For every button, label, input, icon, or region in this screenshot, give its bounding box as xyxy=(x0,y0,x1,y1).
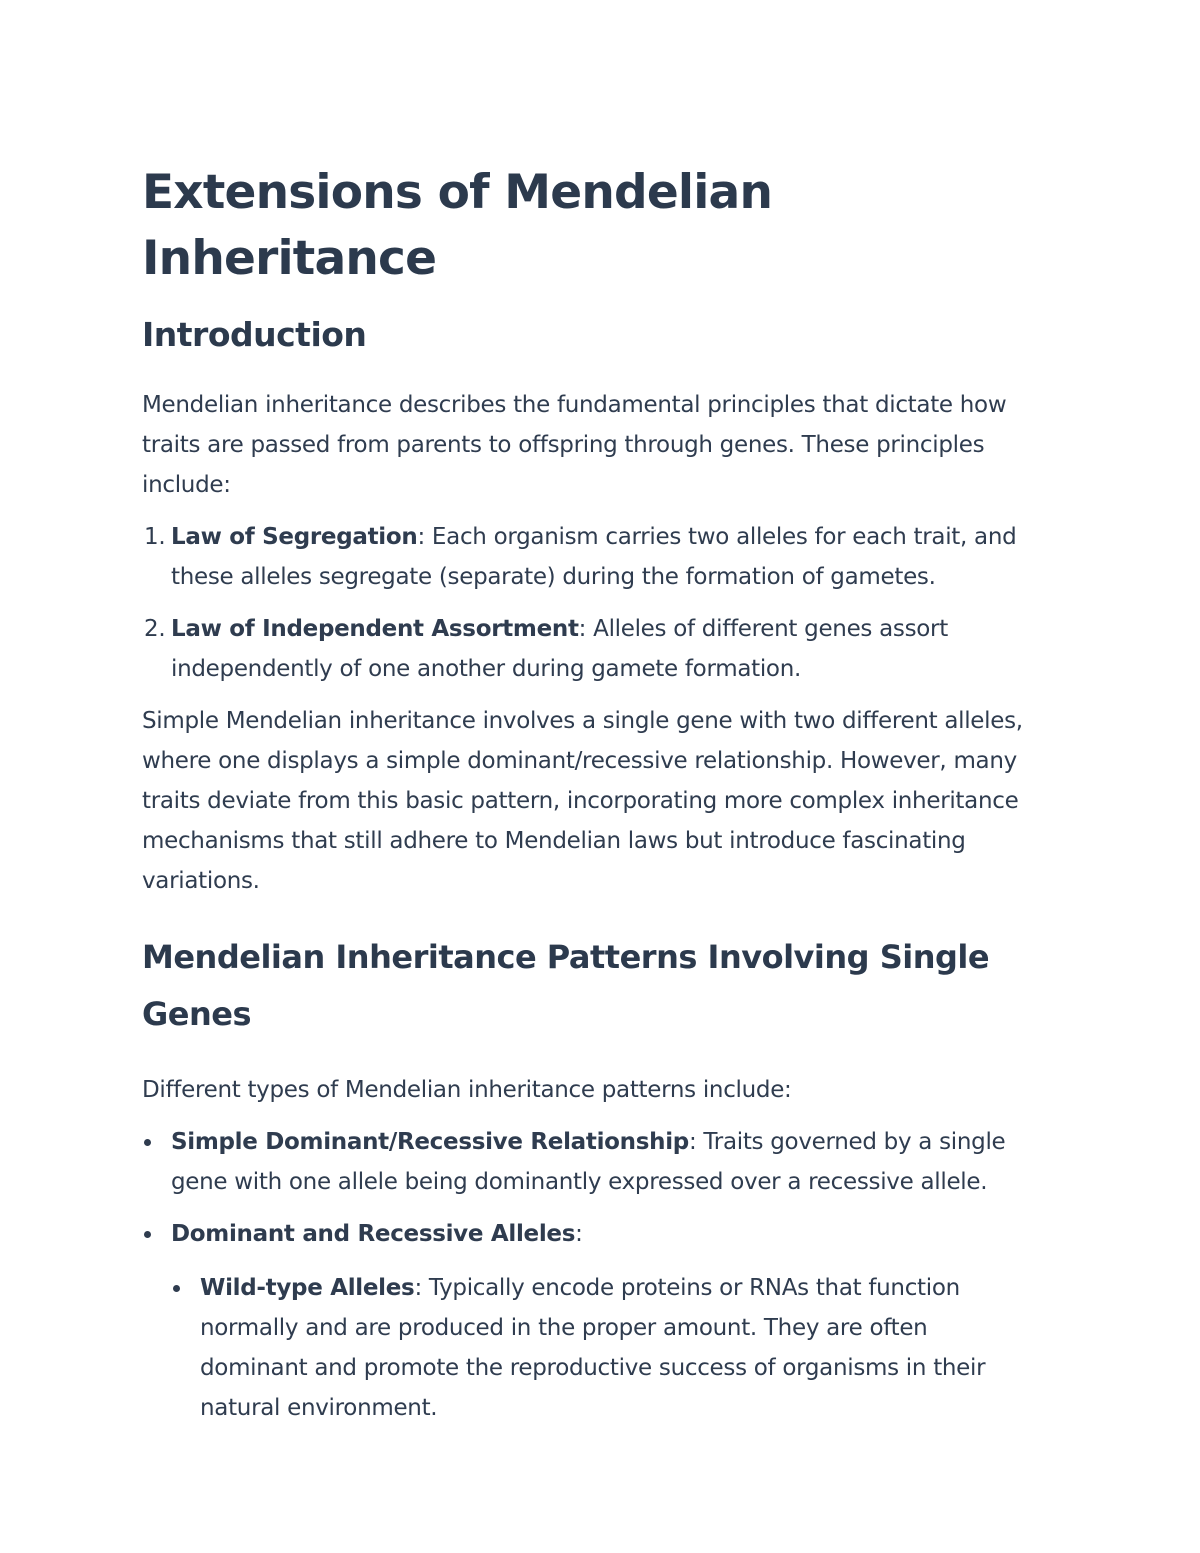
document-page xyxy=(142,160,1062,1440)
bullet-icon xyxy=(173,1285,180,1292)
list-item-simple-dominant-recessive xyxy=(142,1122,1051,1202)
pattern-text: : Traits governed by a single gene with one allele being dominantly expressed over a recessive allele. xyxy=(171,1128,1006,1195)
pattern-term: Simple Dominant/Recessive Relationship xyxy=(171,1128,689,1155)
laws-list xyxy=(142,517,1062,689)
simple-inheritance-paragraph: Simple Mendelian inheritance involves a single gene with two different alleles, where one displays a simple dominant/recessive relationship. However, many traits deviate from this basic pattern, incorporating more complex inheritance mechanisms that still adhere to Mendelian laws but introduce fascinating variations. xyxy=(142,707,1023,894)
list-number: 1. xyxy=(144,523,166,550)
list-item-dominant-recessive-alleles xyxy=(142,1214,1051,1428)
patterns-lead-paragraph: Different types of Mendelian inheritance patterns include: xyxy=(142,1076,792,1103)
bullet-icon xyxy=(144,1139,151,1146)
list-item-wild-type-alleles xyxy=(171,1268,1030,1428)
intro-paragraph: Mendelian inheritance describes the fundamental principles that dictate how traits are passed from parents to offspring through genes. These principles include: xyxy=(142,391,1007,498)
law-term: Law of Independent Assortment xyxy=(171,615,579,642)
law-text: : Alleles of different genes assort independently of one another during gamete formation. xyxy=(171,615,948,682)
subpattern-term: Wild-type Alleles xyxy=(200,1274,415,1301)
section-heading-patterns: Mendelian Inheritance Patterns Involving Single Genes xyxy=(142,937,990,1033)
page-title: Extensions of Mendelian Inheritance xyxy=(142,165,773,286)
pattern-term: Dominant and Recessive Alleles xyxy=(171,1220,576,1247)
patterns-list xyxy=(142,1122,1062,1428)
law-term: Law of Segregation xyxy=(171,523,418,550)
list-item-law-independent-assortment xyxy=(142,609,1051,689)
sub-list xyxy=(171,1268,1051,1428)
pattern-text: : xyxy=(575,1220,583,1247)
law-text: : Each organism carries two alleles for each trait, and these alleles segregate (separate) during the formation of gametes. xyxy=(171,523,1017,590)
bullet-icon xyxy=(144,1231,151,1238)
section-heading-introduction: Introduction xyxy=(142,314,367,354)
subpattern-text: : Typically encode proteins or RNAs that function normally and are produced in the proper amount. They are often dominant and promote the reproductive success of organisms in their natural environment. xyxy=(200,1274,986,1421)
list-item-law-segregation xyxy=(142,517,1051,597)
list-number: 2. xyxy=(144,615,166,642)
